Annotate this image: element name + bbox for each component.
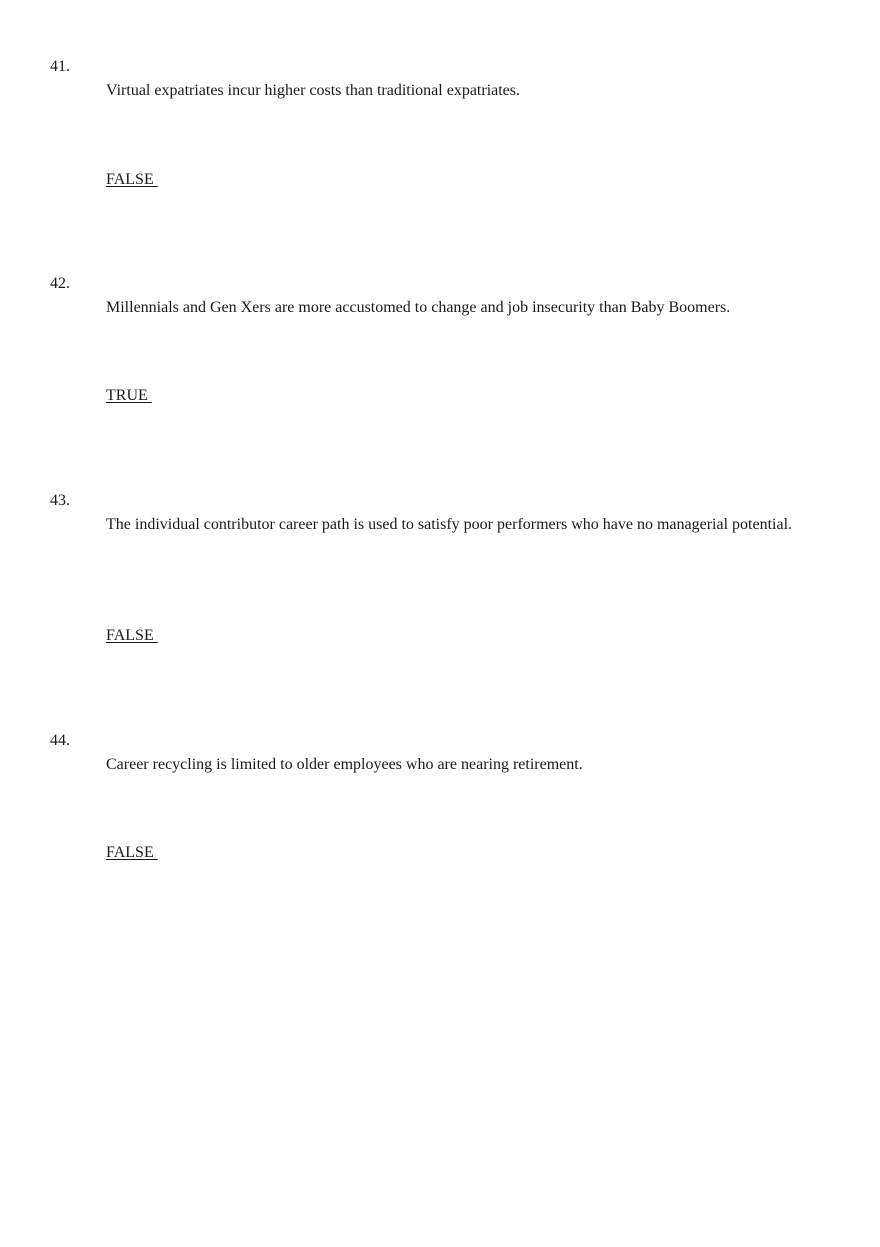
- answer-label: TRUE: [106, 387, 152, 404]
- answer-label: FALSE: [106, 171, 158, 188]
- question-text: Career recycling is limited to older employees who are nearing retirement.: [106, 756, 583, 773]
- question-text: The individual contributor career path is used to satisfy poor performers who have no managerial potential.: [106, 516, 793, 533]
- question-text: Virtual expatriates incur higher costs than traditional expatriates.: [106, 82, 521, 99]
- answer-label: FALSE: [106, 627, 158, 644]
- question-number: 41.: [50, 58, 70, 75]
- question-text: Millennials and Gen Xers are more accustomed to change and job insecurity than Baby Boomers.: [106, 299, 731, 316]
- question-number: 44.: [50, 732, 70, 749]
- question-number: 42.: [50, 275, 70, 292]
- question-number: 43.: [50, 492, 70, 509]
- answer-label: FALSE: [106, 844, 158, 861]
